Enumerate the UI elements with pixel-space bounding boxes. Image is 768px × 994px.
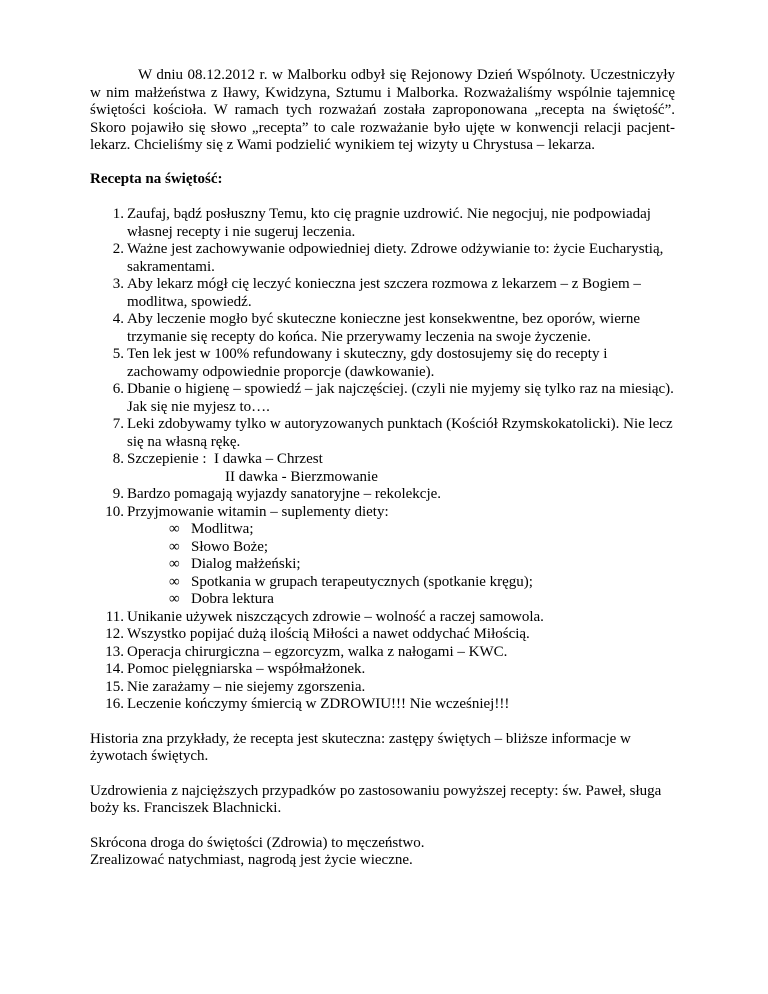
item-number: 11. [105,608,124,625]
list-item [90,609,675,627]
list-item [90,346,675,381]
item-number: 10. [105,503,124,520]
sublist-item [169,521,675,539]
list-item [90,644,675,662]
list-item [90,381,675,416]
sublist-item [169,574,675,592]
item-number: 7. [112,416,124,432]
martyrdom-line: Skrócona droga do świętości (Zdrowia) to męczeństwo. [90,834,425,851]
item-number: 6. [112,381,124,397]
item-number: 12. [105,626,124,642]
infinity-bullet-icon: ∞ [169,591,180,607]
second-dose-line: II dawka - Bierzmowanie [225,468,378,485]
item-number: 4. [112,311,124,327]
eternal-life-line: Zrealizować natychmiast, nagrodą jest życie wieczne. [90,852,413,868]
list-item [90,661,675,679]
list-item [90,311,675,346]
closing-paragraph-healings: Uzdrowienia z najcięższych przypadków po zastosowaniu powyższej recepty: św. Paweł, sługa boży ks. Franciszek Blachnicki. [90,782,662,816]
infinity-bullet-icon: ∞ [169,556,180,572]
infinity-bullet-icon: ∞ [169,538,180,555]
recipe-heading: Recepta na świętość: [90,170,223,187]
vitamins-sublist [127,521,675,609]
item-number: 1. [112,206,124,222]
item-number: 5. [112,346,124,362]
item-text: Leczenie kończymy śmiercią w ZDROWIU!!! Nie wcześniej!!! [127,696,510,712]
item-text: Unikanie używek niszczących zdrowie – wolność a raczej samowola. [127,608,544,625]
list-item [90,626,675,644]
intro-paragraph: W dniu 08.12.2012 r. w Malborku odbył się Rejonowy Dzień Wspólnoty. Uczestniczyły w nim małżeństwa z Iławy, Kwidzyna, Sztumu i Malborka. Rozważaliśmy wspólnie tajemnicę świętości kościoła. W ramach tych rozważań została zaproponowana „recepta na świętość”. Skoro pojawiło się słowo „recepta” to cale rozważanie było ujęte w konwencji relacji pacjent-lekarz. Chcieliśmy się z Wami podzielić wynikiem tej wizyty u Chrystusa – lekarza. [90,67,675,153]
list-item [90,696,675,714]
item-text: Aby leczenie mogło być skuteczne konieczne jest konsekwentne, bez oporów, wierne trzymanie się recepty do końca. Nie przerywamy leczenia na swoje życzenie. [127,311,641,345]
list-item [90,679,675,697]
item-number: 3. [112,276,124,292]
item-text: Zaufaj, bądź posłuszny Temu, kto cię pragnie uzdrowić. Nie negocjuj, nie podpowiadaj własnej recepty i nie sugeruj leczenia. [127,206,651,240]
closing-paragraph-saints: Historia zna przykłady, że recepta jest skuteczna: zastępy świętych – bliższe informacje w żywotach świętych. [90,730,631,764]
list-item-vaccination [90,451,675,486]
item-text: Wszystko popijać dużą ilością Miłości a nawet oddychać Miłością. [127,626,530,642]
sublist-text: Dialog małżeński; [191,556,301,572]
item-text: Bardzo pomagają wyjazdy sanatoryjne – rekolekcje. [127,486,442,502]
closing-paragraph-martyrdom [90,835,675,870]
list-item [90,276,675,311]
sublist-text: Modlitwa; [191,521,254,537]
list-item-vitamins [90,504,675,609]
item-number: 15. [105,678,124,695]
item-text: Operacja chirurgiczna – egzorcyzm, walka z nałogami – KWC. [127,643,508,660]
sublist-item [169,539,675,557]
item-text: Pomoc pielęgniarska – współmałżonek. [127,661,366,677]
item-text: Ważne jest zachowywanie odpowiedniej diety. Zdrowe odżywianie to: życie Eucharystią, sakramentami. [127,241,664,275]
sublist-text: Spotkania w grupach terapeutycznych (spotkanie kręgu); [191,573,533,590]
list-item [90,486,675,504]
item-text: Przyjmowanie witamin – suplementy diety: [127,503,389,520]
item-number: 9. [112,486,124,502]
item-text: Leki zdobywamy tylko w autoryzowanych punktach (Kościół Rzymskokatolicki). Nie lecz się na własną rękę. [127,416,673,450]
sublist-text: Dobra lektura [191,591,274,607]
list-item [90,206,675,241]
item-number: 14. [105,661,124,677]
item-number: 16. [105,696,124,712]
item-number: 2. [112,241,124,257]
item-text: Nie zarażamy – nie siejemy zgorszenia. [127,678,366,695]
infinity-bullet-icon: ∞ [169,573,180,590]
recipe-list [90,206,675,714]
list-item [90,416,675,451]
item-number: 13. [105,643,124,660]
infinity-bullet-icon: ∞ [169,521,180,537]
item-text: Ten lek jest w 100% refundowany i skuteczny, gdy dostosujemy się do recepty i zachowamy odpowiednie proporcje (dawkowanie). [127,346,608,380]
sublist-text: Słowo Boże; [191,538,269,555]
document-page [90,67,675,870]
item-text: Aby lekarz mógł cię leczyć konieczna jest szczera rozmowa z lekarzem – z Bogiem – modlitwa, spowiedź. [127,276,641,310]
item-number: 8. [112,451,124,467]
sublist-item [169,591,675,609]
first-dose-line: Szczepienie : I dawka – Chrzest [127,451,323,467]
list-item [90,241,675,276]
item-text: Dbanie o higienę – spowiedź – jak najczęściej. (czyli nie myjemy się tylko raz na miesiąc). Jak się nie myjesz to…. [127,381,674,415]
sublist-item [169,556,675,574]
